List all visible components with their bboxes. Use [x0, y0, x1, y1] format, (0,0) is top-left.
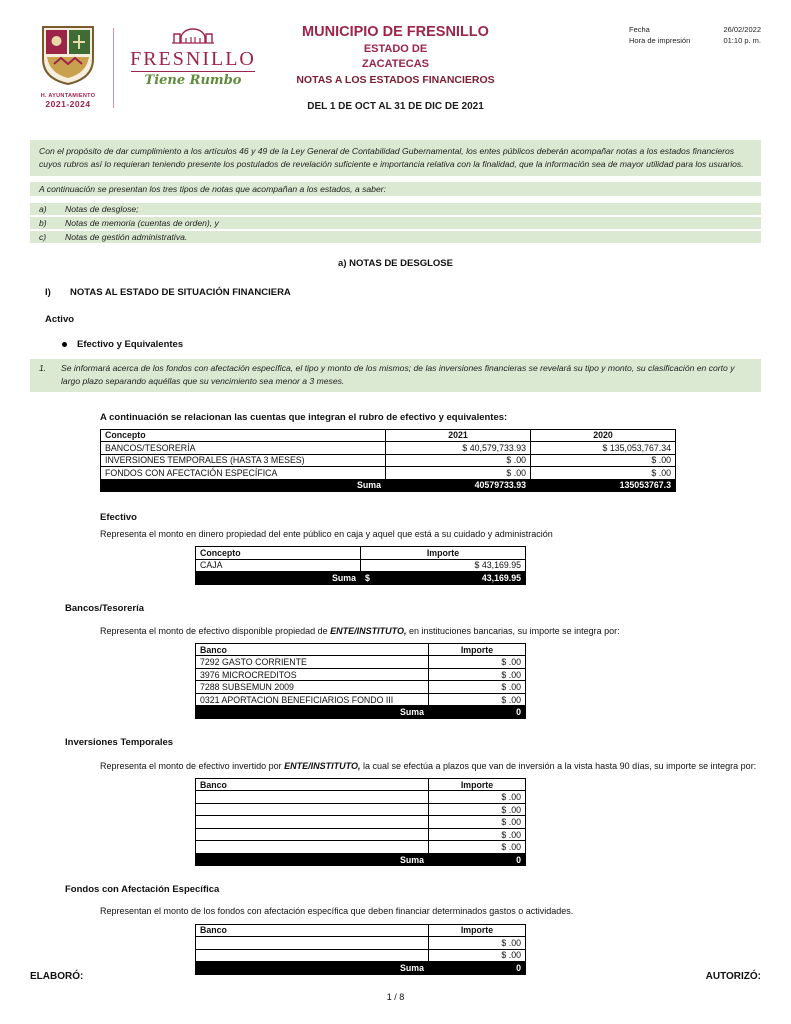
- table-row: [196, 656, 526, 669]
- crest-caption: H. AYUNTAMIENTO: [40, 93, 96, 99]
- suma-value-cell: 0: [429, 706, 526, 719]
- table-cell: $ .00: [429, 828, 526, 841]
- table-suma-row: [196, 853, 526, 866]
- table-cell: $ .00: [429, 668, 526, 681]
- table-header-row: [196, 778, 526, 791]
- efectivo-equivalentes-heading: [62, 339, 791, 350]
- table-cell: $ .00: [429, 681, 526, 694]
- table-cell: $ .00: [429, 841, 526, 854]
- table-row: [101, 454, 676, 467]
- table-header-row: [196, 547, 526, 560]
- intro-paragraph: Con el propósito de dar cumplimiento a los artículos 46 y 49 de la Ley General de Contabilidad Gubernamental, los entes públicos deberán acompañar notas a los estados financieros cuyos rubros así lo requieran teniendo presente los postulados de revelación suficiente e importancia relativa con la finalidad, que la información sea de mayor utilidad para los usuarios.: [30, 140, 761, 176]
- estado-de-line: ESTADO DE: [363, 43, 428, 55]
- nota-marker: 1.: [39, 362, 47, 373]
- suma-value: 43,169.95: [481, 572, 521, 583]
- suma-value-cell: 0: [429, 962, 526, 975]
- municipal-crest: [32, 24, 104, 109]
- print-date-row: [629, 24, 761, 35]
- table-row: [196, 693, 526, 706]
- logo-divider: [113, 28, 114, 108]
- ente-instituto-label: ENTE/INSTITUTO,: [284, 760, 361, 771]
- page-number: 1 / 8: [386, 992, 405, 1002]
- table-cell: 0321 APORTACION BENEFICIARIOS FONDO III: [196, 693, 429, 706]
- table-cell: [196, 816, 429, 829]
- suma-label-cell: Suma: [196, 706, 429, 719]
- table-cell: $ 135,053,767.34: [531, 442, 676, 455]
- column-header: 2020: [531, 429, 676, 442]
- municipio-title: MUNICIPIO DE FRESNILLO: [302, 24, 489, 40]
- column-header: Concepto: [101, 429, 386, 442]
- table-cell: [196, 791, 429, 804]
- table-cell: $ .00: [429, 693, 526, 706]
- bancos-heading: Bancos/Tesorería: [65, 602, 145, 614]
- suma-value-cell: [361, 572, 526, 585]
- caja-table: [195, 546, 526, 585]
- table-header-row: [101, 429, 676, 442]
- table-cell: [196, 841, 429, 854]
- table-cell: 7288 SUBSEMUN 2009: [196, 681, 429, 694]
- column-header: Importe: [429, 924, 526, 937]
- table-cell: $ .00: [386, 467, 531, 480]
- bancos-table: [195, 643, 526, 719]
- fecha-label: Fecha: [629, 25, 650, 34]
- table-cell: $ .00: [531, 467, 676, 480]
- table-row: [196, 949, 526, 962]
- bullet-icon: [62, 342, 67, 347]
- table-cell: BANCOS/TESORERÍA: [101, 442, 386, 455]
- table-cell: $ 43,169.95: [361, 559, 526, 572]
- situacion-financiera-heading: [45, 287, 791, 298]
- suma-value-cell: 0: [429, 853, 526, 866]
- table-cell: $ .00: [429, 791, 526, 804]
- table-row: [101, 442, 676, 455]
- currency-split: [365, 573, 521, 583]
- table-cell: $ .00: [386, 454, 531, 467]
- print-time-row: [629, 35, 761, 46]
- table-suma-row: [196, 706, 526, 719]
- bancos-description: [100, 625, 761, 637]
- crest-shield-icon: [40, 73, 96, 90]
- table-row: [196, 816, 526, 829]
- table-suma-row: [101, 479, 676, 492]
- efectivo-equivalentes-table: [100, 429, 676, 493]
- suma-label-cell: Suma: [101, 479, 386, 492]
- cuentas-intro-line: A continuación se relacionan las cuentas que integran el rubro de efectivo y equivalentes:: [100, 411, 508, 423]
- table-suma-row: [196, 962, 526, 975]
- description-text: en instituciones bancarias, su importe se integra por:: [406, 625, 620, 636]
- document-title: NOTAS A LOS ESTADOS FINANCIEROS: [296, 74, 495, 86]
- inversiones-description: [100, 760, 761, 772]
- estado-nombre-line: ZACATECAS: [361, 58, 429, 70]
- list-item-text: Notas de memoria (cuentas de orden), y: [65, 217, 219, 228]
- ente-instituto-label: ENTE/INSTITUTO,: [330, 625, 407, 636]
- table-row: [196, 828, 526, 841]
- fecha-value: 26/02/2022: [723, 25, 761, 34]
- table-cell: 7292 GASTO CORRIENTE: [196, 656, 429, 669]
- table-suma-row: [196, 572, 526, 585]
- table-row: [196, 681, 526, 694]
- table-cell: $ .00: [429, 937, 526, 950]
- heading-text: Efectivo y Equivalentes: [77, 338, 184, 350]
- table-cell: CAJA: [196, 559, 361, 572]
- table-cell: [196, 949, 429, 962]
- description-text: Representa el monto de efectivo invertido por: [100, 760, 285, 771]
- fondos-table: [195, 924, 526, 975]
- desglose-heading: a) NOTAS DE DESGLOSE: [338, 257, 453, 269]
- list-item-marker: b): [39, 217, 47, 228]
- suma-label-cell: Suma: [196, 853, 429, 866]
- hora-label: Hora de impresión: [629, 36, 691, 46]
- table-row: [196, 668, 526, 681]
- table-cell: $ .00: [429, 816, 526, 829]
- table-cell: FONDOS CON AFECTACIÓN ESPECÍFICA: [101, 467, 386, 480]
- elaboro-label: ELABORÓ:: [30, 971, 84, 982]
- fondos-description: Representan el monto de los fondos con afectación específica que deben financiar determinados gastos o actividades.: [100, 906, 574, 917]
- table-header-row: [196, 924, 526, 937]
- column-header: Concepto: [196, 547, 361, 560]
- nota-text: Se informará acerca de los fondos con afectación específica, el tipo y monto de los mismos; de las inversiones financieras se revelará su tipo y monto, su clasificación en corto y largo plazo separando aquéllas que su vencimiento sea menor a 3 meses.: [61, 362, 735, 386]
- table-cell: [196, 937, 429, 950]
- currency-symbol: $: [365, 572, 370, 583]
- table-cell: $ .00: [531, 454, 676, 467]
- table-row: [196, 937, 526, 950]
- table-row: [196, 559, 526, 572]
- suma-value-cell: 40579733.93: [386, 479, 531, 492]
- heading-text: NOTAS AL ESTADO DE SITUACIÓN FINANCIERA: [70, 286, 291, 298]
- inversiones-table: [195, 778, 526, 867]
- list-item: [30, 203, 761, 215]
- crest-years: 2021-2024: [45, 99, 91, 109]
- table-cell: $ .00: [429, 949, 526, 962]
- list-item: [30, 231, 761, 243]
- column-header: Banco: [196, 778, 429, 791]
- table-row: [196, 841, 526, 854]
- building-icon: [171, 31, 215, 48]
- column-header: Banco: [196, 643, 429, 656]
- list-item: [30, 217, 761, 229]
- column-header: Importe: [361, 547, 526, 560]
- description-text: Representa el monto de efectivo disponible propiedad de: [100, 625, 331, 636]
- print-meta: [629, 24, 761, 47]
- table-cell: 3976 MICROCREDITOS: [196, 668, 429, 681]
- column-header: Importe: [429, 643, 526, 656]
- period-line: DEL 1 DE OCT AL 31 DE DIC DE 2021: [307, 101, 484, 112]
- suma-value-cell: 135053767.3: [531, 479, 676, 492]
- list-item-text: Notas de gestión administrativa.: [65, 231, 188, 242]
- notes-type-list: [30, 203, 761, 243]
- table-header-row: [196, 643, 526, 656]
- table-row: [101, 467, 676, 480]
- table-cell: $ .00: [429, 656, 526, 669]
- column-header: 2021: [386, 429, 531, 442]
- brand-name: FRESNILLO: [130, 48, 256, 70]
- table-row: [196, 803, 526, 816]
- column-header: Importe: [429, 778, 526, 791]
- hora-value: 01:10 p. m.: [723, 36, 761, 46]
- brand-slogan: Tiene Rumbo: [144, 73, 242, 88]
- list-item-marker: a): [39, 203, 47, 214]
- activo-heading: Activo: [45, 313, 75, 325]
- fondos-heading: Fondos con Afectación Específica: [65, 884, 220, 896]
- title-block: [216, 24, 576, 112]
- suma-label-cell: Suma: [196, 572, 361, 585]
- inversiones-heading: Inversiones Temporales: [65, 736, 174, 748]
- table-cell: $ 40,579,733.93: [386, 442, 531, 455]
- autorizo-label: AUTORIZÓ:: [705, 971, 761, 982]
- table-cell: INVERSIONES TEMPORALES (HASTA 3 MESES): [101, 454, 386, 467]
- heading-marker: I): [45, 286, 51, 298]
- page-header: [0, 0, 791, 122]
- table-cell: [196, 803, 429, 816]
- table-cell: $ .00: [429, 803, 526, 816]
- table-row: [196, 791, 526, 804]
- list-item-marker: c): [39, 231, 47, 242]
- description-text: la cual se efectúa a plazos que van de inversión a la vista hasta 90 días, su importe se integra por:: [360, 760, 757, 771]
- column-header: Banco: [196, 924, 429, 937]
- suma-label-cell: Suma: [196, 962, 429, 975]
- nota-1: [30, 359, 761, 392]
- efectivo-heading: Efectivo: [100, 512, 137, 524]
- intro-continuation: A continuación se presentan los tres tipos de notas que acompañan a los estados, a saber:: [30, 182, 761, 196]
- efectivo-description: Representa el monto en dinero propiedad del ente público en caja y aquel que está a su cuidado y administración: [100, 529, 553, 540]
- table-cell: [196, 828, 429, 841]
- list-item-text: Notas de desglose;: [65, 203, 139, 214]
